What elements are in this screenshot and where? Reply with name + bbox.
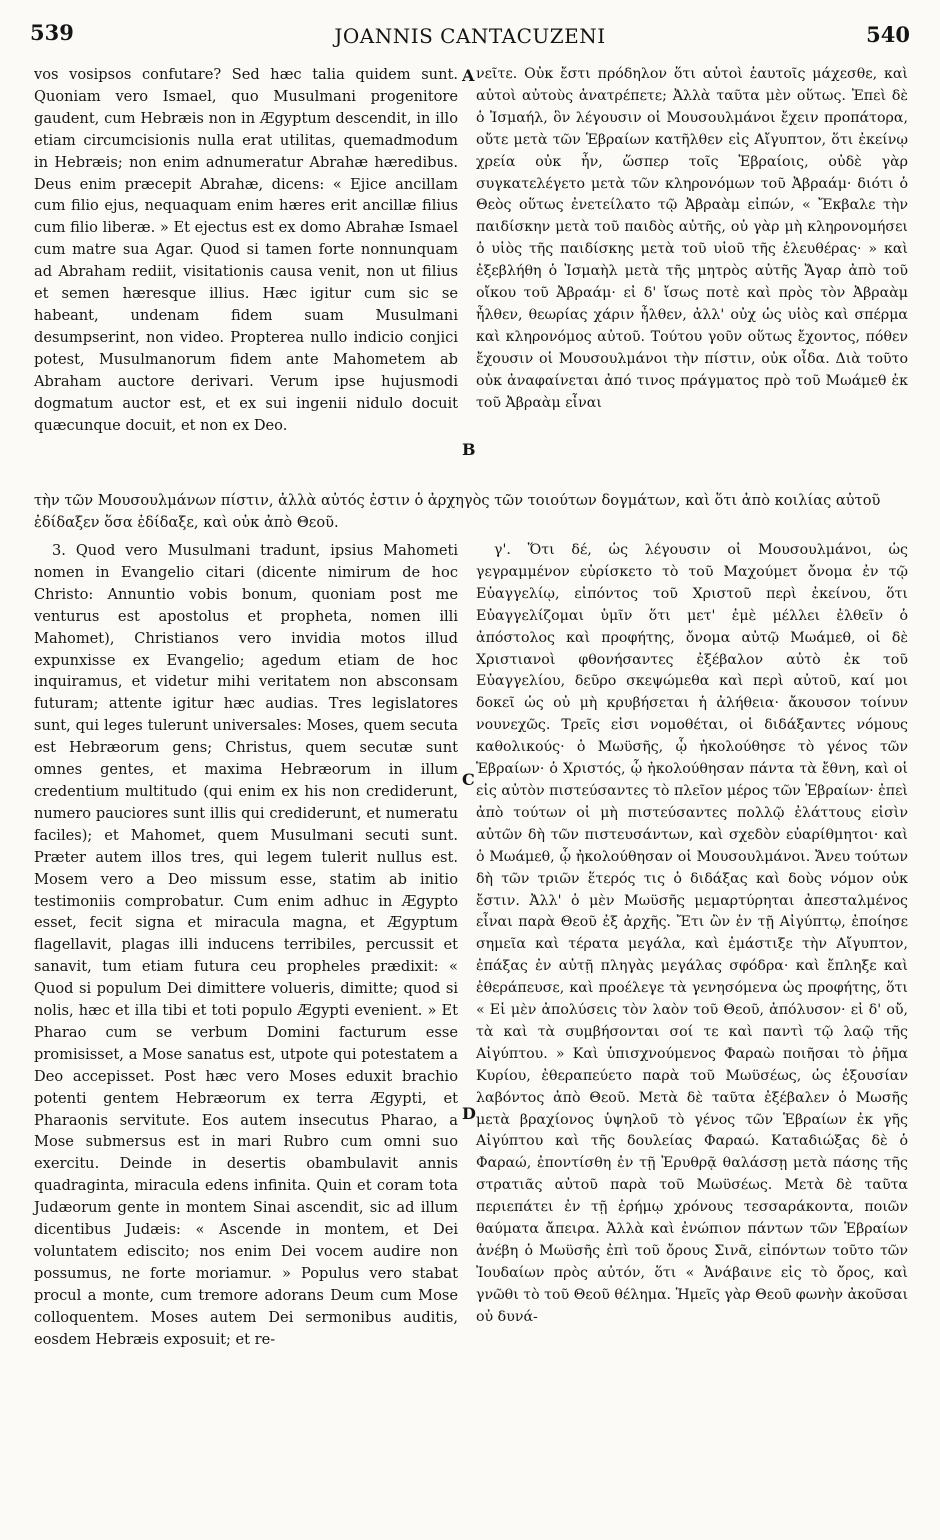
margin-letter-b: B xyxy=(462,440,476,459)
latin-column-section-3 xyxy=(34,540,458,1351)
greek-column-top xyxy=(476,64,908,415)
margin-letter-a: A xyxy=(462,66,475,85)
latin-paragraph-section-3: 3. Quod vero Musulmani tradunt, ipsius Mahometi nomen in Evangelio citari (dicente nimirum de hoc Christo: Annuntio vobis bonum, quoniam post me venturus est apostolus et propheta, nomen illi Mahomet), Christianos vero invidia motos illud expunxisse ex Evangelio; agedum etiam de hoc inquiramus, et videtur mihi veritatem non absconsam futuram; attente igitur hæc audias. Tres legislatores sunt, qui leges tulerunt universales: Moses, quem secuta est Hebræorum gens; Christus, quem secutæ sunt omnes gentes, et maxima Hebræorum in illum credentium multitudo (qui enim ex his non crediderunt, numero pauciores sunt illis qui crediderunt, et numeratu faciles); et Mahomet, quem Musulmani secuti sunt. Præter autem illos tres, qui legem tulerit nullus est. Mosem vero a Deo missum esse, statim ab initio testimoniis comprobatur. Cum enim adhuc in Ægypto esset, fecit signa et miracula magna, et Ægyptum flagellavit, plagas illi inducens terribiles, percussit et sanavit, tum etiam futura ceu propheles prædixit: « Quod si populum Dei dimittere volueris, dimitte; quod si nolis, hæc et illa tibi et toti populo Ægypti evenient. » Et Pharao cum se verbum Domini facturum esse promisisset, a Mose sanatus est, utpote qui potestatem a Deo accepisset. Post hæc vero Moses eduxit brachio potenti gentem Hebræorum ex terra Ægypti, et Pharaonis servitute. Eos autem insecutus Pharao, a Mose submersus est in mari Rubro cum omni suo exercitu. Deinde in desertis obambulavit annis quadraginta, miracula edens infinita. Quin et coram tota Judæorum gente in montem Sinai ascendit, sic ad illum dicentibus Judæis: « Ascende in montem, et Dei voluntatem ediscito; nos enim Dei vocem audire non possumus, ne forte moriamur. » Populus vero stabat procul a monte, cum tremore adorans Deum cum Mose colloquentem. Moses autem Dei sermonibus auditis, eosdem Hebræis exposuit; et re- xyxy=(34,542,458,1348)
greek-spanning-text: τὴν τῶν Μουσουλμάνων πίστιν, ἀλλὰ αὐτός ἐστιν ὁ ἀρχηγὸς τῶν τοιούτων δογμάτων, καὶ ὅτι ἀπὸ κοιλίας αὐτοῦ ἐδίδαξεν ὅσα ἐδίδαξε, καὶ οὐκ ἀπὸ Θεοῦ. xyxy=(34,492,881,531)
page-number-left: 539 xyxy=(30,20,74,45)
greek-paragraph-section-3: γ'. Ὅτι δέ, ὡς λέγουσιν οἱ Μουσουλμάνοι, ὡς γεγραμμένον εὑρίσκετο τὸ τοῦ Μαχούμετ ὄνομα ἐν τῷ Εὐαγγελίῳ, εἰπόντος τοῦ Χριστοῦ περὶ ἐκείνου, ὅτι Εὐαγγελίζομαι ὑμῖν ὅτι μετ' ἐμὲ μέλλει ἐλθεῖν ὁ ἀπόστολος καὶ προφήτης, ὄνομα αὐτῷ Μωάμεθ, οἱ δὲ Χριστιανοὶ φθονήσαντες ἐξέβαλον αὐτὸ ἐκ τοῦ Εὐαγγελίου, δεῦρο σκεψώμεθα καὶ περὶ αὐτοῦ, καί μοι δοκεῖ ὡς οὐ μὴ κρυβήσεται ἡ ἀλήθεια· ἄκουσον τοίνυν νουνεχῶς. Τρεῖς εἰσι νομοθέται, οἱ διδάξαντες νόμους καθολικούς· ὁ Μωϋσῆς, ᾧ ἠκολούθησε τὸ γένος τῶν Ἑβραίων· ὁ Χριστός, ᾧ ἠκολούθησαν πάντα τὰ ἔθνη, καὶ οἱ εἰς αὐτὸν πιστεύσαντες τὸ πλεῖον μέρος τῶν Ἑβραίων· ἐπεὶ ἀπὸ τούτων οἱ μὴ πιστεύσαντες πολλῷ ἐλάττους εἰσὶν αὐτῶν δὴ τῶν πιστευσάντων, καὶ σχεδὸν εὐαρίθμητοι· καὶ ὁ Μωάμεθ, ᾧ ἠκολούθησαν οἱ Μουσουλμάνοι. Ἄνευ τούτων δὴ τῶν τριῶν ἕτερός τις ὁ διδάξας καὶ δοὺς νόμον οὐκ ἔστιν. Ἀλλ' ὁ μὲν Μωϋσῆς μεμαρτύρηται ἀπεσταλμένος εἶναι παρὰ Θεοῦ ἐξ ἀρχῆς. Ἔτι ὢν ἐν τῇ Αἰγύπτῳ, ἐποίησε σημεῖα καὶ τέρατα μεγάλα, καὶ ἐμάστιξε τὴν Αἴγυπτον, ἐπάξας ἐν αὐτῇ πληγὰς μεγάλας σφόδρα· καὶ ἔπληξε καὶ ἐθεράπευσε, καὶ προέλεγε τὰ γενησόμενα ὡς προφήτης, ὅτι « Εἰ μὲν ἀπολύσεις τὸν λαὸν τοῦ Θεοῦ, ἀπόλυσον· εἰ δ' οὔ, τὰ καὶ τὰ συμβήσονται σοί τε καὶ παντὶ τῷ λαῷ τῆς Αἰγύπτου. » Καὶ ὑπισχνούμενος Φαραὼ ποιῆσαι τὸ ῥῆμα Κυρίου, ἐθεραπεύετο παρὰ τοῦ Μωϋσέως, ὡς ἐξουσίαν λαβόντος ἀπὸ Θεοῦ. Μετὰ δὲ ταῦτα ἐξέβαλεν ὁ Μωσῆς μετὰ βραχίονος ὑψηλοῦ τὸ γένος τῶν Ἑβραίων ἐκ γῆς Αἰγύπτου καὶ τῆς δουλείας Φαραώ. Καταδιώξας δὲ ὁ Φαραώ, ἐποντίσθη ἐν τῇ Ἐρυθρᾷ θαλάσσῃ μετὰ πάσης τῆς στρατιᾶς αὐτοῦ παρὰ τοῦ Μωϋσέως. Μετὰ δὲ ταῦτα περιεπάτει ἐν τῇ ἐρήμῳ χρόνους τεσσαράκοντα, ποιῶν θαύματα ἄπειρα. Ἀλλὰ καὶ ἐνώπιον πάντων τῶν Ἑβραίων ἀνέβη ὁ Μωϋσῆς ἐπὶ τοῦ ὄρους Σινᾶ, εἰπόντων τοῦτο τῶν Ἰουδαίων πρὸς αὐτόν, ὅτι « Ἀνάβαινε εἰς τὸ ὄρος, καὶ γνῶθι τὸ τοῦ Θεοῦ θέλημα. Ἡμεῖς γὰρ Θεοῦ φωνὴν ἀκοῦσαι οὐ δυνά- xyxy=(476,542,909,1325)
margin-letter-d: D xyxy=(462,1104,476,1123)
page-header xyxy=(30,20,910,50)
latin-paragraph-top: vos vosipsos confutare? Sed hæc talia quidem sunt. Quoniam vero Ismael, quo Musulmani progenitore gaudent, cum Hebræis non in Ægyptum descendit, in illo etiam circumcisionis nulla erat utilitas, quemadmodum in Hebræis; non enim adnumeratur Abrahæ hæredibus. Deus enim præcepit Abrahæ, dicens: « Ejice ancillam cum filio ejus, nequaquam enim hæres erit ancillæ filius cum filio liberæ. » Et ejectus est ex domo Abrahæ Ismael cum matre sua Agar. Quod si tamen forte nonnunquam ad Abraham rediit, visitationis causa venit, non ut filius et semen hæresque illius. Hæc igitur cum sic se habeant, undenam fidem suam Musulmani desumpserint, non video. Propterea nullo indicio conjici potest, Musulmanorum fidem ante Mahometem ab Abraham auctore derivari. Verum ipse hujusmodi dogmatum auctor est, et ex sui ingenii nidulo docuit quæcunque docuit, et non ex Deo. xyxy=(34,66,458,434)
margin-letter-c: C xyxy=(462,770,475,789)
latin-column-top xyxy=(34,64,458,436)
greek-spanning-lines xyxy=(34,490,908,534)
greek-paragraph-top: νεῖτε. Οὐκ ἔστι πρόδηλον ὅτι αὐτοὶ ἑαυτοῖς μάχεσθε, καὶ αὐτοὶ αὐτοὺς ἀνατρέπετε; Ἀλλὰ ταῦτα μὲν οὕτως. Ἐπεὶ δὲ ὁ Ἰσμαήλ, ὃν λέγουσιν οἱ Μουσουλμάνοι ἔχειν προπάτορα, οὔτε μετὰ τῶν Ἑβραίων κατῆλθεν εἰς Αἴγυπτον, ὅτι ἐκείνῳ χρεία οὐκ ἦν, ὥσπερ τοῖς Ἑβραίοις, οὐδὲ γὰρ συγκατελέγετο μετὰ τῶν κληρονόμων τοῦ Ἀβραάμ· διότι ὁ Θεὸς οὕτως ἐνετείλατο τῷ Ἀβραὰμ εἰπών, « Ἔκβαλε τὴν παιδίσκην μετὰ τοῦ παιδὸς αὐτῆς, οὐ γὰρ μὴ κληρονομήσει ὁ υἱὸς τῆς παιδίσκης μετὰ τοῦ υἱοῦ τῆς ἐλευθέρας· » καὶ ἐξεβλήθη ὁ Ἰσμαὴλ μετὰ τῆς μητρὸς αὐτῆς Ἄγαρ ἀπὸ τοῦ οἴκου τοῦ Ἀβραάμ· εἰ δ' ἴσως ποτὲ καὶ πρὸς τὸν Ἀβραὰμ ἦλθεν, θεωρίας χάριν ἦλθεν, ἀλλ' οὐχ ὡς υἱὸς καὶ σπέρμα καὶ κληρονόμος αὐτοῦ. Τούτου γοῦν οὕτως ἔχοντος, πόθεν ἔχουσιν οἱ Μουσουλμάνοι τὴν πίστιν, οὐκ οἶδα. Διὰ τοῦτο οὐκ ἀναφαίνεται ἀπό τινος πράγματος πρὸ τοῦ Μωάμεθ ἐκ τοῦ Ἀβραὰμ εἶναι xyxy=(476,66,908,411)
running-title: JOANNIS CANTACUZENI xyxy=(334,24,606,48)
page-number-right: 540 xyxy=(866,22,910,47)
greek-column-section-3 xyxy=(476,540,908,1329)
